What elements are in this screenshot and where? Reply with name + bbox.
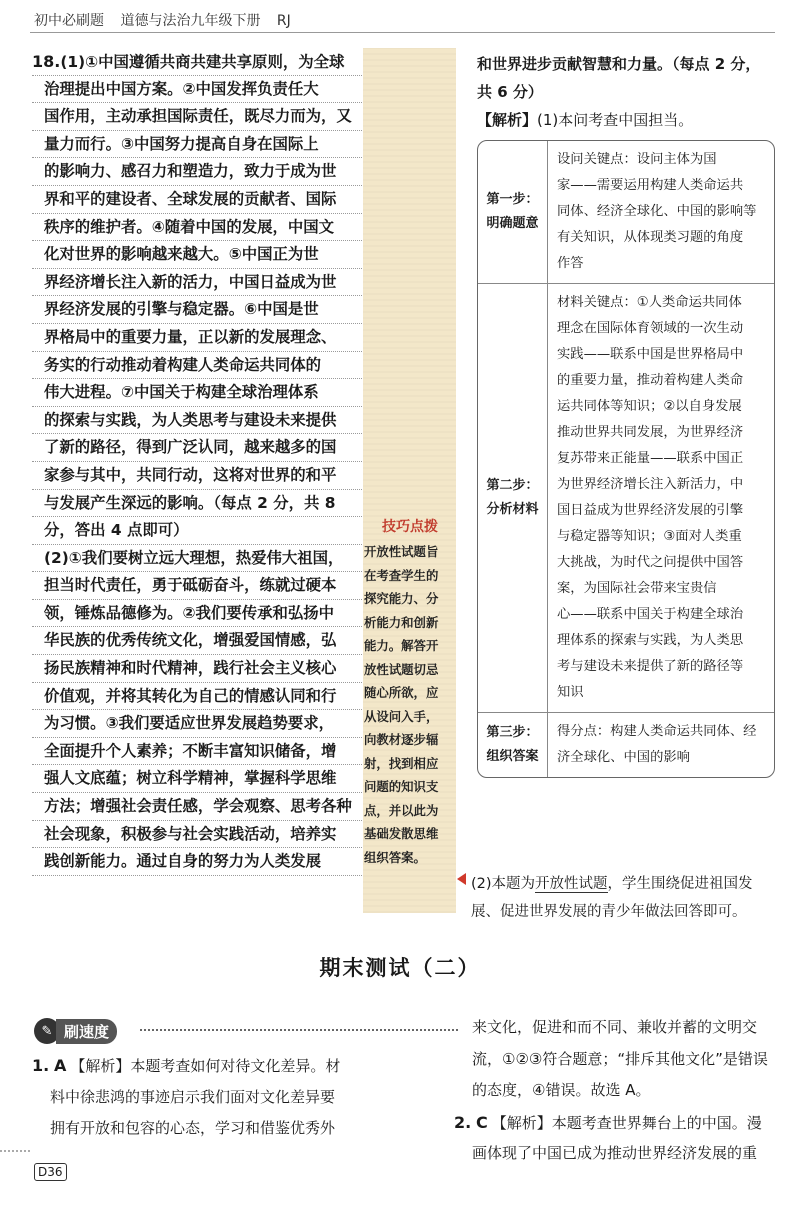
q18-answer-line: 社会现象，积极参与社会实践活动，培养实 [32, 821, 362, 849]
step-content-line: 理念在国际体育领域的一次生动 [557, 321, 744, 336]
step-content-line: 同体、经济全球化、中国的影响等 [557, 204, 757, 219]
q18-answer-line: 务实的行动推动着构建人类命运共同体的 [32, 352, 362, 380]
step-content-line: 推动世界共同发展，为世界经济 [557, 425, 744, 440]
corner-dotted-line [0, 1150, 30, 1152]
step-content-line: 与稳定器等知识；③面对人类重 [557, 529, 742, 544]
q18-answer-line: (2)①我们要树立远大理想，热爱伟大祖国， [32, 545, 362, 573]
q18-answer-line [32, 48, 362, 76]
step-content-line: 材料关键点：①人类命运共同体 [557, 295, 742, 310]
q18-analysis [477, 106, 777, 134]
q18-answer-line: 担当时代责任，勇于砥砺奋斗，练就过硬本 [32, 572, 362, 600]
dotted-divider [140, 1029, 458, 1031]
step-label [478, 141, 548, 283]
speed-badge [34, 1018, 117, 1044]
step-content-line: 国日益成为世界经济发展的引擎 [557, 503, 744, 518]
q18-answer-line: 伟大进程。⑦中国关于构建全球治理体系 [32, 379, 362, 407]
q18-right-line: 和世界进步贡献智慧和力量。（每点 2 分， [477, 55, 761, 73]
header-edition: RJ [276, 13, 291, 29]
q18-answer-line: 领，锤炼品德修为。②我们要传承和弘扬中 [32, 600, 362, 628]
tip-line: 组织答案。 [364, 849, 426, 865]
q18-answer-left [32, 48, 362, 876]
step-content-line: 为世界经济增长注入新活力，中 [557, 477, 744, 492]
answer-letter: A [54, 1056, 67, 1075]
question-number: 18. [32, 52, 61, 71]
analysis-label: 【解析】 [477, 111, 538, 129]
step-label-text: 分析材料 [486, 502, 539, 517]
step-label-text: 组织答案 [486, 749, 539, 764]
analysis-text: (1)本问考查中国担当。 [537, 111, 694, 129]
answer-1-line: 拥有开放和包容的心态，学习和借鉴优秀外 [50, 1119, 336, 1137]
header-series: 初中必刷题 [34, 13, 104, 29]
step-content-line: 作答 [557, 256, 584, 271]
answer-1-line [32, 1050, 362, 1082]
header-rule [30, 32, 775, 33]
q18-answer-line: 价值观，并将其转化为自己的情感认同和行 [32, 683, 362, 711]
q18-answer-line: 的探索与实践，为人类思考与建设未来提供 [32, 407, 362, 435]
answer-2-line: 画体现了中国已成为推动世界经济发展的重 [472, 1144, 758, 1162]
part2-prefix: (2)本题为 [471, 876, 536, 892]
step-content [548, 141, 774, 283]
answer-2-line [454, 1107, 792, 1139]
step-content-line: 心——联系中国关于构建全球治 [557, 607, 744, 622]
q18-answer-line: 的影响力、感召力和塑造力，致力于成为世 [32, 158, 362, 186]
step-content-line: 得分点：构建人类命运共同体、经 [557, 724, 757, 739]
step-content-line: 案，为国际社会带来宝贵信 [557, 581, 717, 596]
step-content-line: 设问关键点：设问主体为国 [557, 152, 717, 167]
answer-1-cont-line: 流，①②③符合题意；“排斥其他文化”是错误 [472, 1049, 768, 1068]
q18-answer-line: 全面提升个人素养；不断丰富知识储备，增 [32, 738, 362, 766]
tip-line: 基础发散思维 [364, 826, 439, 841]
step-label-text: 明确题意 [486, 216, 539, 231]
q18-answer-line: 家参与其中，共同行动，这将对世界的和平 [32, 462, 362, 490]
answer-1-cont-line: 来文化，促进和而不同、兼收并蓄的文明交 [472, 1018, 758, 1036]
answer-number: 2. [454, 1112, 472, 1132]
q18-answer-line: 化对世界的影响越来越大。⑤中国正为世 [32, 241, 362, 269]
q18-answer-line: 治理提出中国方案。②中国发挥负责任大 [32, 76, 362, 104]
answer-right-column [454, 1012, 792, 1170]
answer-text: 【解析】本题考查如何对待文化差异。材 [70, 1057, 341, 1075]
q18-answer-line: 与发展产生深远的影响。（每点 2 分，共 8 [32, 490, 362, 518]
step-label [478, 713, 548, 777]
step-content-line: 复苏带来正能量——联系中国正 [557, 451, 744, 466]
step-label-text: 第三步： [486, 725, 539, 740]
step-content-line: 家——需要运用构建人类命运共 [557, 178, 744, 193]
q18-answer-line: 界和平的建设者、全球发展的贡献者、国际 [32, 186, 362, 214]
tip-box [364, 516, 456, 869]
q18-answer-line: 秩序的维护者。④随着中国的发展，中国文 [32, 214, 362, 242]
tip-title: 技巧点拨 [382, 519, 438, 535]
q18-right-line: 共 6 分） [477, 83, 543, 101]
part2-line: 展、促进世界发展的青少年做法回答即可。 [471, 904, 747, 920]
answer-1-cont-line: 的态度，④错误。故选 A。 [472, 1081, 651, 1099]
q18-answer-line: 分，答出 4 点即可） [32, 517, 362, 545]
part2-line [471, 870, 781, 898]
step-row [478, 141, 774, 284]
answer-number: 1. [32, 1056, 50, 1075]
part2-rest: ，学生围绕促进祖国发 [607, 876, 753, 892]
tip-line: 开放性试题旨 [364, 544, 439, 559]
tip-arrow-icon [457, 873, 466, 885]
step-content-line: 考与建设未来提供了新的路径等 [557, 659, 744, 674]
step-content-line: 有关知识，从体现类习题的角度 [557, 230, 744, 245]
q18-answer-line: 界经济增长注入新的活力，中国日益成为世 [32, 269, 362, 297]
step-row [478, 284, 774, 713]
step-content-line: 实践——联系中国是世界格局中 [557, 347, 744, 362]
step-content-line: 大挑战，为时代之问提供中国答 [557, 555, 744, 570]
answer-1-line: 料中徐悲鸿的事迹启示我们面对文化差异要 [50, 1087, 336, 1106]
step-content-line: 济全球化、中国的影响 [557, 750, 690, 765]
q18-answer-right-top [477, 50, 777, 134]
step-label [478, 284, 548, 712]
step-row [478, 713, 774, 777]
tip-line: 射，找到相应 [364, 755, 439, 771]
step-label-text: 第二步： [486, 478, 539, 493]
header-subject: 道德与法治九年级下册 [120, 13, 261, 29]
tip-line: 能力。解答开 [364, 638, 439, 653]
step-content-line: 知识 [557, 685, 584, 700]
q18-answer-text: (1)①中国遵循共商共建共享原则，为全球 [60, 53, 345, 71]
answer-text: 【解析】本题考查世界舞台上的中国。漫 [491, 1113, 762, 1132]
page-number: D36 [34, 1163, 67, 1181]
tip-line: 点，并以此为 [364, 802, 439, 818]
step-content [548, 284, 774, 712]
step-label-text: 第一步： [486, 192, 539, 207]
step-content [548, 713, 774, 777]
q18-answer-line: 量力而行。③中国努力提高自身在国际上 [32, 131, 362, 159]
page-header [34, 10, 303, 30]
pencil-icon: ✎ [34, 1018, 60, 1044]
tip-line: 放性试题切忌 [364, 661, 439, 677]
answer-1-left [32, 1050, 362, 1145]
part2-underlined: 开放性试题 [535, 876, 608, 892]
q18-answer-line: 为习惯。③我们要适应世界发展趋势要求， [32, 710, 362, 738]
tip-line: 探究能力、分 [364, 591, 439, 606]
tip-line: 向教材逐步辐 [364, 732, 439, 747]
q18-answer-line: 华民族的优秀传统文化，增强爱国情感，弘 [32, 627, 362, 655]
step-content-line: 理体系的探索与实践，为人类思 [557, 633, 744, 648]
q18-answer-line: 了新的路径，得到广泛认同，越来越多的国 [32, 434, 362, 462]
section-title: 期末测试（二） [319, 956, 481, 980]
tip-line: 析能力和创新 [364, 614, 439, 630]
analysis-steps-table [477, 140, 775, 778]
q18-answer-line: 强人文底蕴；树立科学精神，掌握科学思维 [32, 765, 362, 793]
answer-letter: C [476, 1112, 488, 1132]
q18-answer-line: 方法；增强社会责任感，学会观察、思考各种 [32, 793, 362, 821]
step-content-line: 的重要力量，推动着构建人类命 [557, 373, 744, 388]
tip-line: 问题的知识支 [364, 779, 439, 794]
tip-line: 从设问入手， [364, 708, 439, 724]
q18-answer-line: 扬民族精神和时代精神，践行社会主义核心 [32, 655, 362, 683]
speed-label: 刷速度 [56, 1019, 117, 1044]
tip-text [364, 540, 456, 869]
tip-line: 在考查学生的 [364, 567, 439, 583]
q18-answer-line: 界经济发展的引擎与稳定器。⑥中国是世 [32, 296, 362, 324]
q18-answer-line: 国作用，主动承担国际责任，既尽力而为，又 [32, 103, 362, 131]
tip-line: 随心所欲，应 [364, 685, 439, 700]
q18-answer-line: 践创新能力。通过自身的努力为人类发展 [32, 848, 362, 876]
step-content-line: 运共同体等知识；②以自身发展 [557, 399, 742, 414]
q18-answer-line: 界格局中的重要力量，正以新的发展理念、 [32, 324, 362, 352]
q18-part2-analysis [471, 870, 781, 926]
